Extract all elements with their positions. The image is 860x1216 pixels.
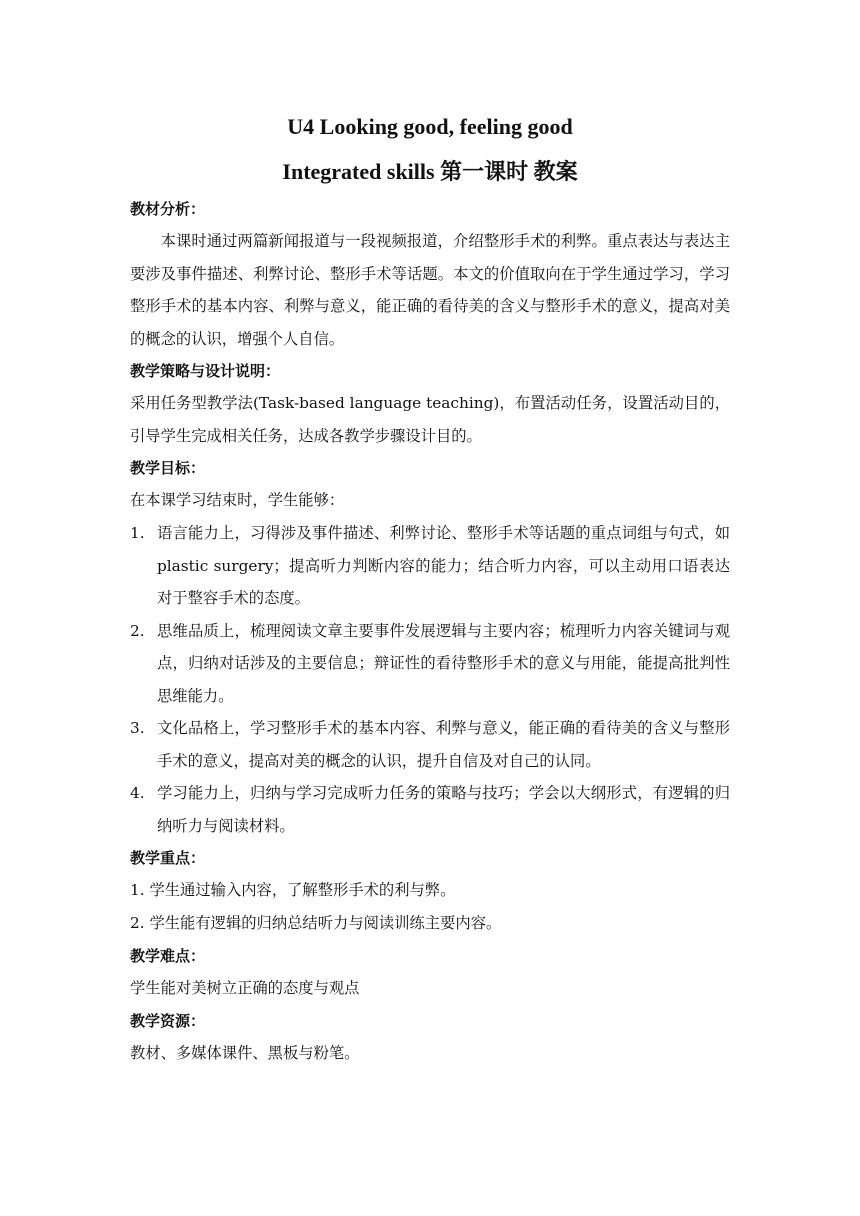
document-title: U4 Looking good, feeling good (287, 114, 573, 139)
objectives-intro: 在本课学习结束时，学生能够： (130, 491, 345, 509)
objective-number: 4. (130, 784, 145, 802)
document-content (130, 112, 730, 1070)
analysis-text: 本课时通过两篇新闻报道与一段视频报道，介绍整形手术的利弊。重点表达与表达主要涉及事件描述、利弊讨论、整形手术等话题。本文的价值取向在于学生通过学习，学习整形手术的基本内容、利弊与意义，能正确的看待美的含义与整形手术的意义，提高对美的概念的认识，增强个人自信。 (130, 232, 730, 348)
objective-item (130, 712, 730, 777)
strategy-heading: 教学策略与设计说明： (130, 362, 281, 380)
difficulties-heading: 教学难点： (130, 947, 206, 965)
objectives-heading: 教学目标： (130, 459, 206, 477)
objective-number: 3. (130, 719, 145, 737)
objective-text: 文化品格上，学习整形手术的基本内容、利弊与意义，能正确的看待美的含义与整形手术的意义，提高对美的概念的认识，提升自信及对自己的认同。 (157, 719, 730, 770)
key-point-item: 2. 学生能有逻辑的归纳总结听力与阅读训练主要内容。 (130, 914, 502, 932)
key-point-item: 1. 学生通过输入内容，了解整形手术的利与弊。 (130, 881, 456, 899)
resources-heading: 教学资源： (130, 1012, 206, 1030)
objectives-list (130, 517, 730, 842)
objective-number: 2. (130, 621, 145, 640)
key-points-heading: 教学重点： (130, 849, 206, 867)
objective-text: 语言能力上，习得涉及事件描述、利弊讨论、整形手术等话题的重点词组与句式，如 plastic surgery；提高听力判断内容的能力；结合听力内容，可以主动用口语表达对于整容手术的态度。 (157, 524, 730, 607)
objective-text: 学习能力上，归纳与学习完成听力任务的策略与技巧；学会以大纲形式，有逻辑的归纳听力与阅读材料。 (157, 784, 730, 835)
objective-text: 思维品质上，梳理阅读文章主要事件发展逻辑与主要内容；梳理听力内容关键词与观点，归纳对话涉及的主要信息；辩证性的看待整形手术的意义与用能，能提高批判性思维能力。 (157, 621, 730, 705)
objective-number: 1. (130, 524, 145, 542)
objective-item (130, 615, 730, 713)
difficulties-text: 学生能对美树立正确的态度与观点 (130, 979, 360, 997)
analysis-heading: 教材分析： (130, 200, 206, 218)
strategy-text: 采用任务型教学法(Task-based language teaching)，布置活动任务，设置活动目的，引导学生完成相关任务，达成各教学步骤设计目的。 (130, 394, 730, 445)
objective-item (130, 517, 730, 615)
document-subtitle: Integrated skills 第一课时 教案 (282, 159, 578, 184)
objective-item (130, 777, 730, 842)
resources-text: 教材、多媒体课件、黑板与粉笔。 (130, 1044, 360, 1062)
